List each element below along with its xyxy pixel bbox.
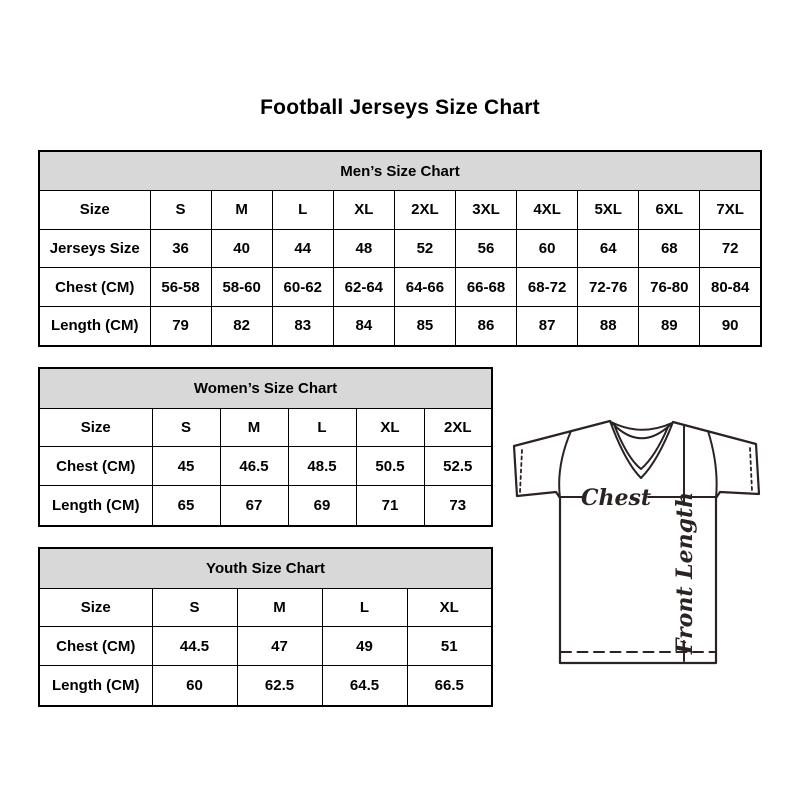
row-label-cell: Size [39,588,152,627]
value-cell: S [152,408,220,447]
value-cell: M [211,191,272,230]
value-cell: 51 [407,627,492,666]
value-cell: 73 [424,486,492,526]
value-cell: 69 [288,486,356,526]
value-cell: 64 [578,229,639,268]
table-row [39,447,492,486]
value-cell: 64.5 [322,666,407,706]
womens-size-table [38,367,493,527]
value-cell: 45 [152,447,220,486]
value-cell: 48.5 [288,447,356,486]
value-cell: 66-68 [455,268,516,307]
page-title: Football Jerseys Size Chart [260,96,540,119]
value-cell: 46.5 [220,447,288,486]
value-cell: 80-84 [700,268,761,307]
table-row [39,486,492,526]
value-cell: 49 [322,627,407,666]
value-cell: 44 [272,229,333,268]
value-cell: L [288,408,356,447]
value-cell: 2XL [424,408,492,447]
value-cell: 56 [455,229,516,268]
value-cell: 68-72 [517,268,578,307]
row-label-cell: Chest (CM) [39,447,152,486]
value-cell: XL [333,191,394,230]
table-row [39,408,492,447]
value-cell: 47 [237,627,322,666]
value-cell: 72-76 [578,268,639,307]
jersey-outline [514,421,759,663]
table-title-row [39,368,492,408]
value-cell: 60-62 [272,268,333,307]
value-cell: 67 [220,486,288,526]
value-cell: 36 [150,229,211,268]
value-cell: 52 [394,229,455,268]
row-label-cell: Length (CM) [39,486,152,526]
row-label-cell: Chest (CM) [39,268,150,307]
value-cell: 62.5 [237,666,322,706]
value-cell: 68 [639,229,700,268]
chest-label: Chest [580,485,652,511]
table-title: Youth Size Chart [39,548,492,588]
row-label-cell: Length (CM) [39,666,152,706]
value-cell: 60 [517,229,578,268]
value-cell: M [220,408,288,447]
value-cell: 62-64 [333,268,394,307]
value-cell: S [150,191,211,230]
value-cell: 44.5 [152,627,237,666]
collar-vneck [610,421,673,478]
jersey-measurement-diagram [500,410,772,668]
value-cell: 82 [211,306,272,346]
value-cell: XL [407,588,492,627]
mens-size-table [38,150,762,347]
value-cell: 6XL [639,191,700,230]
value-cell: 71 [356,486,424,526]
value-cell: 7XL [700,191,761,230]
value-cell: 84 [333,306,394,346]
value-cell: M [237,588,322,627]
table-row [39,588,492,627]
front-length-label: Front Length [672,491,698,655]
value-cell: 86 [455,306,516,346]
value-cell: 56-58 [150,268,211,307]
value-cell: 79 [150,306,211,346]
value-cell: 58-60 [211,268,272,307]
row-label-cell: Size [39,191,150,230]
value-cell: 2XL [394,191,455,230]
table-row [39,666,492,706]
row-label-cell: Chest (CM) [39,627,152,666]
value-cell: 85 [394,306,455,346]
value-cell: 50.5 [356,447,424,486]
table-title: Women’s Size Chart [39,368,492,408]
table-title: Men’s Size Chart [39,151,761,191]
table-row [39,191,761,230]
value-cell: S [152,588,237,627]
value-cell: 3XL [455,191,516,230]
value-cell: 52.5 [424,447,492,486]
table-row [39,229,761,268]
value-cell: L [322,588,407,627]
value-cell: 87 [517,306,578,346]
table-title-row [39,151,761,191]
value-cell: XL [356,408,424,447]
value-cell: 4XL [517,191,578,230]
value-cell: 40 [211,229,272,268]
value-cell: 60 [152,666,237,706]
value-cell: 90 [700,306,761,346]
value-cell: 89 [639,306,700,346]
table-row [39,627,492,666]
value-cell: 88 [578,306,639,346]
row-label-cell: Jerseys Size [39,229,150,268]
value-cell: 48 [333,229,394,268]
table-row [39,268,761,307]
value-cell: 64-66 [394,268,455,307]
value-cell: 65 [152,486,220,526]
row-label-cell: Length (CM) [39,306,150,346]
value-cell: 5XL [578,191,639,230]
value-cell: 72 [700,229,761,268]
table-title-row [39,548,492,588]
row-label-cell: Size [39,408,152,447]
value-cell: 83 [272,306,333,346]
youth-size-table [38,547,493,707]
value-cell: 66.5 [407,666,492,706]
value-cell: 76-80 [639,268,700,307]
value-cell: L [272,191,333,230]
table-row [39,306,761,346]
